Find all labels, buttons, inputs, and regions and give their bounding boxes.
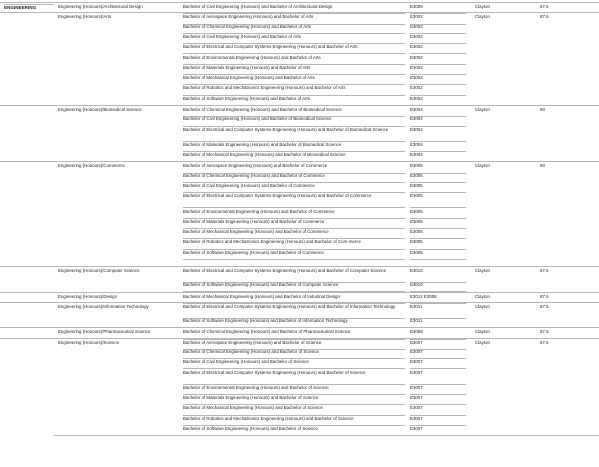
course-code: E3010: [410, 268, 466, 283]
course-code: E3010: [410, 282, 466, 292]
campus-cell: Clayton: [475, 4, 490, 9]
degree-name: Bachelor of Materials Engineering (Honours) and Bachelor of Biomedical Science: [183, 142, 405, 152]
table-row: [0, 141, 599, 151]
atar-cell: 87.5: [540, 14, 549, 20]
degree-name: Bachelor of Software Engineering (Honours) and Bachelor of Commerce: [183, 250, 405, 260]
degree-name: Bachelor of Mechanical Engineering (Honours) and Bachelor of Biomedical Science: [183, 152, 405, 162]
course-code: E3005: [410, 239, 466, 249]
course-code: E3007: [410, 385, 466, 395]
table-row: [0, 208, 599, 218]
table-row: [0, 348, 599, 358]
degree-name: Bachelor of Mechanical Engineering (Honours) and Bachelor of Arts: [183, 75, 405, 85]
program-name: Engineering (Honours)/Information Technology: [58, 303, 149, 309]
table-row: [0, 182, 599, 192]
degree-name: Bachelor of Civil Engineering (Honours) and Bachelor of Science: [183, 359, 405, 369]
degree-name: Bachelor of Electrical and Computer Systems Engineering (Honours) and Bachelor of Information Technology: [183, 304, 405, 319]
table-row: [0, 64, 599, 74]
degree-name: Bachelor of Chemical Engineering (Honours) and Bachelor of Pharmaceutical Science: [183, 329, 405, 339]
campus-cell: Clayton: [475, 163, 490, 169]
degree-name: Bachelor of Electrical and Computer Systems Engineering (Honours) and Bachelor of Commerce: [183, 193, 405, 208]
campus-cell: Clayton: [475, 329, 490, 335]
degree-name: Bachelor of Mechanical Engineering (Honours) and Bachelor of Industrial Design: [183, 294, 405, 304]
program-name: Engineering (Honours)/Computer Science: [58, 268, 140, 273]
course-code: E3005: [410, 193, 466, 208]
course-code: E3002: [410, 65, 466, 75]
course-code: E3005: [410, 229, 466, 239]
course-code: E3005: [410, 173, 466, 183]
table-row: [0, 317, 599, 327]
course-code: E3004: [410, 116, 466, 126]
degree-name: Bachelor of Environmental Engineering (Honours) and Bachelor of Arts: [183, 55, 405, 65]
atar-cell: 87.5: [540, 303, 549, 309]
degree-name: Bachelor of Aerospace Engineering (Honours) and Bachelor of Commerce: [183, 163, 405, 173]
campus-cell: Clayton: [475, 14, 490, 20]
course-code: E3002: [410, 44, 466, 54]
campus-cell: Clayton: [475, 268, 490, 273]
degree-name: Bachelor of Materials Engineering (Honours) and Bachelor of Arts: [183, 65, 405, 75]
table-row: [0, 415, 599, 425]
degree-name: Bachelor of Electrical and Computer Systems Engineering (Honours) and Bachelor of Science: [183, 370, 405, 385]
degree-name: Bachelor of Robotics and Mechatronics Engineering (Honours) and Bachelor of Science: [183, 416, 405, 426]
table-row: [0, 369, 599, 384]
table-row: [0, 281, 599, 291]
degree-name: Bachelor of Software Engineering (Honours) and Bachelor of Science: [183, 426, 405, 436]
degree-name: Bachelor of Environmental Engineering (Honours) and Bachelor of Science: [183, 385, 405, 395]
table-row: [0, 394, 599, 404]
degree-name: Bachelor of Electrical and Computer Systems Engineering (Honours) and Bachelor of Computer Science: [183, 268, 405, 283]
table-row: [0, 126, 599, 141]
course-table: [0, 2, 599, 435]
course-code: E3008: [410, 329, 466, 339]
table-row: [0, 384, 599, 394]
course-code: E3007: [410, 395, 466, 405]
course-code: E3004: [410, 152, 466, 162]
course-code: E3002: [410, 24, 466, 34]
table-row: [0, 238, 599, 248]
degree-name: Bachelor of Mechanical Engineering (Honours) and Bachelor of Commerce: [183, 229, 405, 239]
degree-name: Bachelor of Software Engineering (Honours) and Bachelor of Information Technology: [183, 318, 405, 328]
faculty-heading: ENGINEERING: [4, 4, 54, 10]
degree-name: Bachelor of Civil Engineering (Honours) and Bachelor of Architectural Design: [183, 4, 405, 14]
course-code: E3002: [410, 96, 466, 106]
table-row: [0, 74, 599, 84]
table-row: [0, 249, 599, 259]
course-code: E3002: [410, 75, 466, 85]
atar-cell: 87.5: [540, 293, 549, 299]
degree-name: Bachelor of Civil Engineering (Honours) and Bachelor of Arts: [183, 34, 405, 44]
course-code: E3007: [410, 370, 466, 385]
table-row: [0, 33, 599, 43]
degree-name: Bachelor of Chemical Engineering (Honours) and Bachelor of Commerce: [183, 173, 405, 183]
course-code: E3007: [410, 340, 466, 350]
course-code: E3011: [410, 318, 466, 328]
course-code: E3007: [410, 349, 466, 359]
atar-cell: 87.5: [540, 268, 549, 273]
atar-cell: 87.5: [540, 4, 549, 9]
course-code: E3012 E3008: [410, 294, 466, 304]
table-row: [0, 151, 599, 161]
degree-name: Bachelor of Robotics and Mechatronics Engineering (Honours) and Bachelor of Com-merce: [183, 239, 405, 249]
degree-name: Bachelor of Materials Engineering (Honours) and Bachelor of Science: [183, 395, 405, 405]
degree-name: Bachelor of Materials Engineering (Honours) and Bachelor of Commerce: [183, 219, 405, 229]
degree-name: Bachelor of Chemical Engineering (Honours) and Bachelor of Biomedical Science: [183, 107, 405, 117]
campus-cell: Clayton: [475, 339, 490, 345]
table-row: [0, 218, 599, 228]
table-row: [0, 358, 599, 368]
course-code: E3007: [410, 416, 466, 426]
table-row: [0, 266, 599, 282]
atar-cell: 90: [540, 163, 545, 169]
course-code: E3004: [410, 142, 466, 152]
course-code: E3002: [410, 85, 466, 95]
course-code: E3011: [410, 304, 466, 319]
campus-cell: Clayton: [475, 107, 490, 112]
course-code: E3005: [410, 163, 466, 173]
table-row: [0, 192, 599, 207]
degree-name: Bachelor of Software Engineering (Honours) and Bachelor of Arts: [183, 96, 405, 106]
program-name: Engineering (Honours)/Pharmaceutical Science: [58, 329, 151, 335]
degree-name: Bachelor of Chemical Engineering (Honours) and Bachelor of Science: [183, 349, 405, 359]
table-bottom-rule: [54, 435, 599, 436]
degree-name: Bachelor of Electrical and Computer Systems Engineering (Honours) and Bachelor of Arts: [183, 44, 405, 54]
table-row: [0, 54, 599, 64]
program-name: Engineering (Honours)/Arts: [58, 14, 112, 20]
program-name: Engineering (Honours)/Commerce: [58, 163, 125, 169]
table-row: [0, 43, 599, 53]
table-row: [0, 404, 599, 414]
course-code: E3009: [410, 4, 466, 14]
course-code: E3005: [410, 250, 466, 260]
atar-cell: 87.5: [540, 329, 549, 335]
table-row: [0, 302, 599, 318]
degree-name: Bachelor of Civil Engineering (Honours) and Bachelor of Biomedical Science: [183, 116, 405, 126]
degree-name: Bachelor of Aerospace Engineering (Honours) and Bachelor of Arts: [183, 14, 405, 24]
course-code: E3005: [410, 209, 466, 219]
table-row: [0, 228, 599, 238]
degree-name: Bachelor of Electrical and Computer Systems Engineering (Honours) and Bachelor of Biomedical Science: [183, 127, 405, 142]
table-row: [0, 425, 599, 435]
program-name: Engineering (Honours)/Science: [58, 339, 120, 345]
campus-cell: Clayton: [475, 293, 490, 299]
table-row: [0, 115, 599, 125]
degree-name: Bachelor of Aerospace Engineering (Honours) and Bachelor of Science: [183, 340, 405, 350]
table-row: [0, 95, 599, 105]
course-code: E3004: [410, 127, 466, 142]
program-name: Engineering (Honours)/Design: [58, 293, 118, 299]
course-code: E3007: [410, 426, 466, 436]
course-code: E3002: [410, 55, 466, 65]
course-code: E3005: [410, 183, 466, 193]
campus-cell: Clayton: [475, 303, 490, 309]
table-row: [0, 172, 599, 182]
degree-name: Bachelor of Mechanical Engineering (Honours) and Bachelor of Science: [183, 405, 405, 415]
course-code: E3007: [410, 405, 466, 415]
course-code: E3007: [410, 359, 466, 369]
degree-name: Bachelor of Environmental Engineering (Honours) and Bachelor of Commerce: [183, 209, 405, 219]
program-name: Engineering (Honours)/Architectural Design: [58, 4, 143, 9]
table-row: [0, 84, 599, 94]
program-name: Engineering (Honours)/Biomedical Science: [58, 107, 142, 112]
degree-name: Bachelor of Chemical Engineering (Honours) and Bachelor of Arts: [183, 24, 405, 34]
course-code: E3002: [410, 34, 466, 44]
atar-cell: 90: [540, 107, 545, 112]
course-code: E3004: [410, 107, 466, 117]
table-row: [0, 23, 599, 33]
atar-cell: 87.5: [540, 339, 549, 345]
course-code: E3002: [410, 14, 466, 24]
degree-name: Bachelor of Software Engineering (Honours) and Bachelor of Computer Science: [183, 282, 405, 292]
degree-name: Bachelor of Robotics and Mechatronics Engineering (Honours) and Bachelor of Arts: [183, 85, 405, 95]
degree-name: Bachelor of Civil Engineering (Honours) and Bachelor of Commerce: [183, 183, 405, 193]
course-code: E3005: [410, 219, 466, 229]
